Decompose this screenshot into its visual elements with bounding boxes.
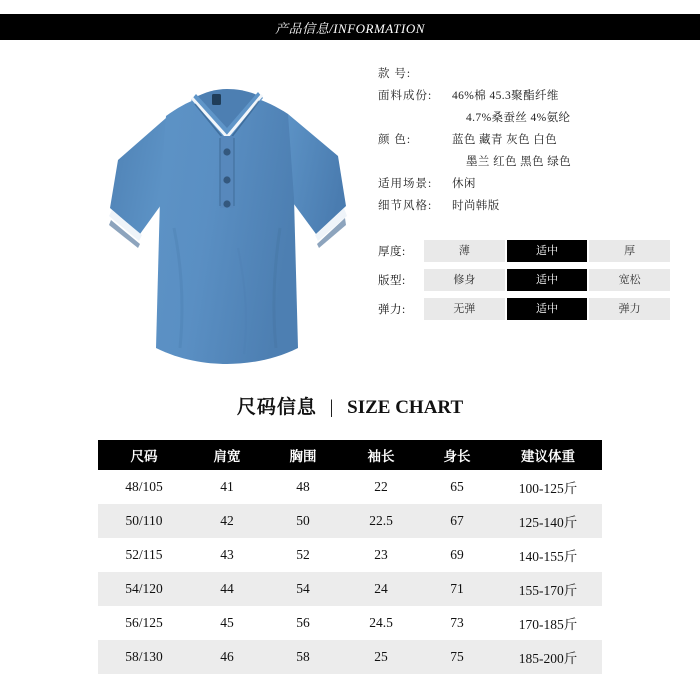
attribute-option-stretchy[interactable]: 弹力 — [589, 298, 670, 320]
spec-list — [378, 64, 678, 218]
cell-weight: 125-140斤 — [518, 515, 578, 530]
spec-value: 46%棉 45.3聚酯纤维 — [452, 90, 559, 102]
size-chart-body — [98, 470, 602, 674]
attribute-options — [424, 240, 670, 262]
spec-value-2: 墨兰 红色 黑色 绿色 — [466, 156, 572, 168]
cell-sleeve: 22 — [374, 479, 388, 494]
spec-label: 适用场景: — [378, 178, 433, 190]
cell-length: 75 — [450, 649, 464, 664]
table-row — [98, 640, 602, 674]
header-title: 产品信息/INFORMATION — [275, 20, 425, 36]
column-header-chest: 胸围 — [289, 449, 317, 464]
column-header-size: 尺码 — [130, 449, 158, 464]
attribute-option-thick[interactable]: 厚 — [589, 240, 670, 262]
cell-sleeve: 23 — [374, 547, 388, 562]
cell-length: 69 — [450, 547, 464, 562]
spec-row — [378, 174, 678, 194]
table-row — [98, 606, 602, 640]
cell-size: 50/110 — [125, 513, 163, 528]
cell-sleeve: 24.5 — [369, 615, 393, 630]
spec-label: 面料成份: — [378, 90, 433, 102]
size-chart-separator: | — [329, 397, 335, 418]
spec-row-continued — [378, 108, 678, 128]
cell-size: 52/115 — [125, 547, 163, 562]
cell-length: 65 — [450, 479, 464, 494]
cell-weight: 170-185斤 — [518, 617, 578, 632]
spec-row — [378, 130, 678, 150]
cell-size: 54/120 — [125, 581, 163, 596]
attribute-row-fit — [378, 269, 670, 291]
cell-shoulder: 44 — [220, 581, 234, 596]
attribute-options — [424, 269, 670, 291]
cell-shoulder: 46 — [220, 649, 234, 664]
table-row — [98, 572, 602, 606]
cell-size: 48/105 — [125, 479, 163, 494]
size-chart-title-cn: 尺码信息 — [236, 397, 317, 418]
attribute-option-medium[interactable]: 适中 — [507, 240, 588, 262]
attribute-option-slim[interactable]: 修身 — [424, 269, 505, 291]
column-header-shoulder: 肩宽 — [213, 449, 241, 464]
cell-shoulder: 43 — [220, 547, 234, 562]
cell-chest: 56 — [296, 615, 310, 630]
attribute-label: 弹力: — [378, 304, 406, 316]
cell-chest: 54 — [296, 581, 310, 596]
column-header-length: 身长 — [443, 449, 471, 464]
cell-weight: 140-155斤 — [518, 549, 578, 564]
spec-row — [378, 64, 678, 84]
table-row — [98, 504, 602, 538]
cell-shoulder: 45 — [220, 615, 234, 630]
spec-label: 款 号: — [378, 68, 412, 80]
attribute-options — [424, 298, 670, 320]
cell-sleeve: 22.5 — [369, 513, 393, 528]
size-chart-table — [98, 440, 602, 674]
attribute-label: 厚度: — [378, 246, 406, 258]
spec-value: 休闲 — [452, 178, 476, 190]
spec-value-2: 4.7%桑蚕丝 4%氨纶 — [466, 112, 571, 124]
cell-weight: 100-125斤 — [518, 481, 578, 496]
attribute-option-medium[interactable]: 适中 — [507, 298, 588, 320]
attribute-label: 版型: — [378, 275, 406, 287]
cell-length: 67 — [450, 513, 464, 528]
cell-shoulder: 42 — [220, 513, 234, 528]
attribute-grid — [378, 240, 670, 327]
cell-size: 58/130 — [125, 649, 163, 664]
cell-chest: 58 — [296, 649, 310, 664]
size-chart-title-en: SIZE CHART — [347, 397, 464, 418]
cell-chest: 52 — [296, 547, 310, 562]
attribute-option-loose[interactable]: 宽松 — [589, 269, 670, 291]
attribute-option-thin[interactable]: 薄 — [424, 240, 505, 262]
information-header-bar — [0, 14, 700, 40]
cell-weight: 185-200斤 — [518, 651, 578, 666]
spec-row — [378, 86, 678, 106]
table-row — [98, 470, 602, 504]
table-header-row — [98, 440, 602, 470]
cell-sleeve: 24 — [374, 581, 388, 596]
cell-sleeve: 25 — [374, 649, 388, 664]
cell-chest: 48 — [296, 479, 310, 494]
size-chart-head — [98, 440, 602, 470]
product-photo — [88, 48, 368, 378]
spec-row-continued — [378, 152, 678, 172]
column-header-weight: 建议体重 — [521, 449, 575, 464]
spec-row — [378, 196, 678, 216]
spec-value: 时尚韩版 — [452, 200, 500, 212]
table-row — [98, 538, 602, 572]
attribute-option-none[interactable]: 无弹 — [424, 298, 505, 320]
size-chart-heading — [0, 392, 700, 419]
cell-chest: 50 — [296, 513, 310, 528]
attribute-option-regular[interactable]: 适中 — [507, 269, 588, 291]
cell-length: 71 — [450, 581, 464, 596]
attribute-row-thickness — [378, 240, 670, 262]
attribute-row-elasticity — [378, 298, 670, 320]
spec-label: 颜 色: — [378, 134, 412, 146]
spec-value: 蓝色 藏青 灰色 白色 — [452, 134, 558, 146]
column-header-sleeve: 袖长 — [367, 449, 395, 464]
cell-size: 56/125 — [125, 615, 163, 630]
cell-length: 73 — [450, 615, 464, 630]
blue-polo-shirt-icon — [88, 48, 368, 378]
spec-label: 细节风格: — [378, 200, 433, 212]
cell-weight: 155-170斤 — [518, 583, 578, 598]
cell-shoulder: 41 — [220, 479, 234, 494]
